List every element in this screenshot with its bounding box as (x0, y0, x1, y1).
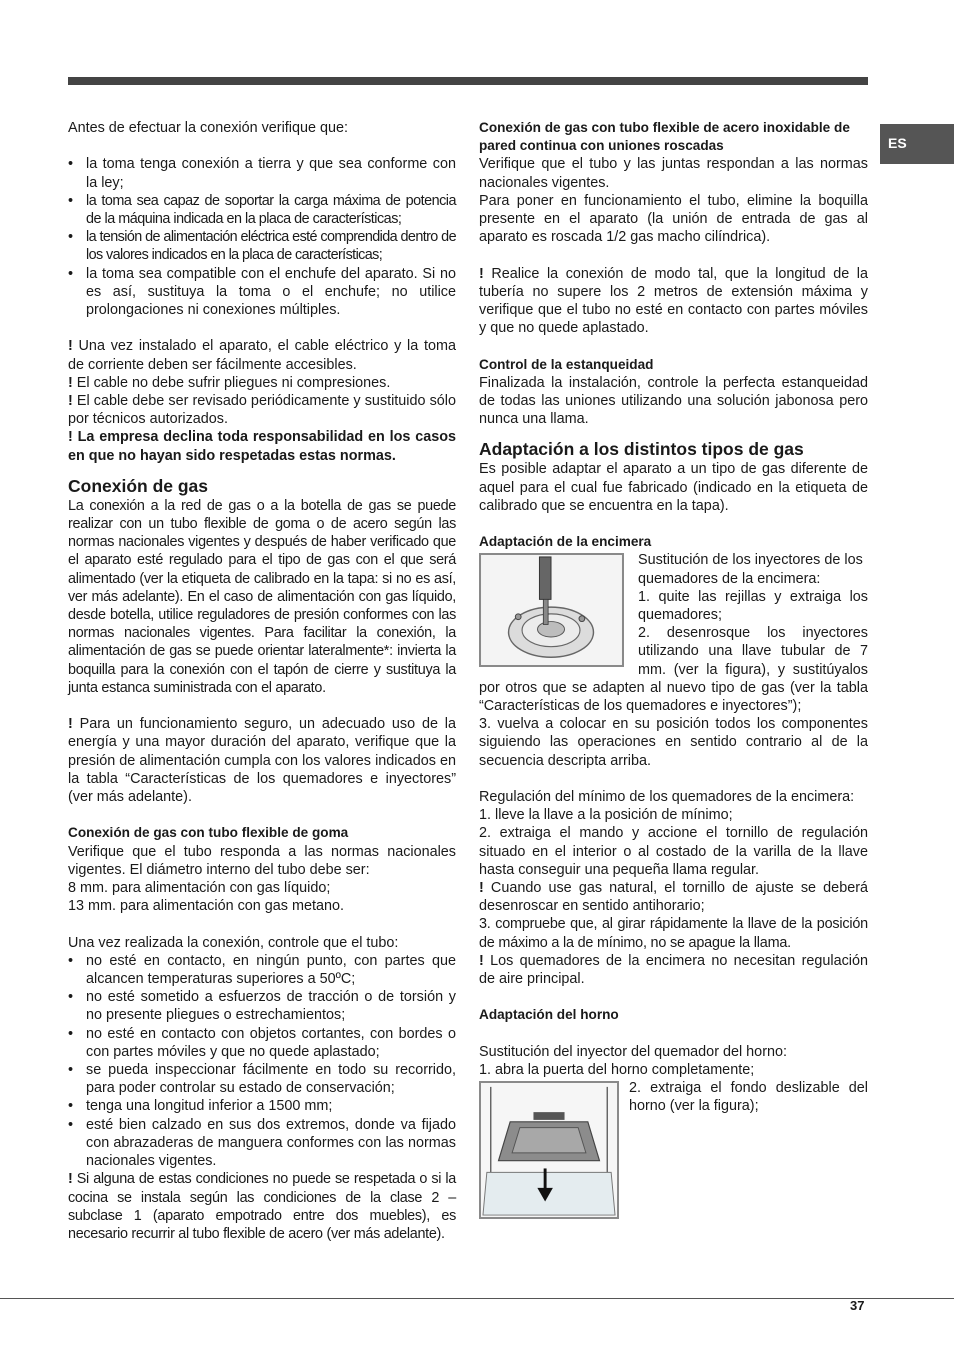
list-item: • no esté sometido a esfuerzos de tracción o de torsión y no presente pliegues o estrechamientos; (68, 988, 456, 1024)
min-step-2: 2. extraiga el mando y accione el tornillo de regulación situado en el interior o al costado de la varilla de la llave hasta conseguir una pequeña llama regular. (479, 825, 868, 878)
list-item: • se pueda inspeccionar fácilmente en todo su recorrido, para poder controlar su estado de conservación; (68, 1061, 456, 1097)
hose-checklist (68, 952, 456, 1170)
intro-text: Antes de efectuar la conexión verifique que: (68, 120, 348, 136)
warning-liability: ! La empresa declina toda responsabilidad en los casos en que no hayan sido respetadas estas normas. (68, 429, 456, 464)
warning-cable-access: ! Una vez instalado el aparato, el cable eléctrico y la toma de corriente deben ser fácilmente accesibles. (68, 338, 456, 373)
electrical-checklist (68, 155, 456, 319)
section-title-gas: Conexión de gas (68, 475, 209, 496)
bottom-rule (0, 1298, 954, 1299)
min-regulation-intro: Regulación del mínimo de los quemadores de la encimera: (479, 789, 855, 806)
warning-cable-bend: ! El cable no debe sufrir pliegues ni compresiones. (68, 374, 391, 391)
oven-step-1: 1. abra la puerta del horno completamente; (479, 1062, 755, 1079)
warning-cable-check: ! El cable debe ser revisado periódicamente y sustituido sólo por técnicos autorizados. (68, 393, 456, 428)
list-item: • tenga una longitud inferior a 1500 mm; (68, 1097, 456, 1115)
hob-adaptation-title: Adaptación de la encimera (479, 534, 652, 550)
gas-connection-text: La conexión a la red de gas o a la botella de gas se puede realizar con un tubo flexible de goma o de acero según las normas nacionales vigentes y después de haber verificado que el aparato esté regulado para el tipo de gas con el que será alimentado (ver la etiqueta de calibrado en la tapa: si no es así, ver más adelante). En el caso de alimentación con gas líquido, desde botella, utilice reguladores de presión conformes con las normas nacionales vigentes. Para facilitar la conexión, la alimentación de gas se puede orientar lateralmente*: invierta la boquilla para la conexión con el tapón de cierre y sustituya la junta estanca suministrada con el aparato. (68, 497, 456, 696)
list-item: • la toma tenga conexión a tierra y que sea conforme con la ley; (68, 155, 456, 191)
steel-hose-text: Verifique que el tubo y las juntas respondan a las normas nacionales vigentes. (479, 156, 868, 191)
hob-step-2: 2. desenrosque los inyectores utilizando una llave tubular de 7 mm. (ver la figura), y sustitúyalos por otros que se adapten al nuevo tipo de gas (ver la tabla “Características de los quemadores e inyectores”); (479, 625, 868, 715)
oven-instructions (479, 1079, 868, 1219)
min-warning-air: ! Los quemadores de la encimera no necesitan regulación de aire principal. (479, 952, 868, 988)
steel-hose-title: Conexión de gas con tubo flexible de acero inoxidable de pared continua con uniones roscadas (479, 120, 850, 154)
oven-tray-arrow-icon (481, 1083, 617, 1217)
list-item: • la toma sea capaz de soportar la carga máxima de potencia de la máquina indicada en la placa de características; (68, 192, 456, 228)
rubber-hose-lpg: 8 mm. para alimentación con gas líquido; (68, 880, 331, 897)
list-item: • la toma sea compatible con el enchufe del aparato. Si no es así, sustituya la toma o el enchufe; no utilice prolongaciones ni conexiones múltiples. (68, 265, 456, 320)
language-tab: ES (880, 124, 954, 164)
steel-hose-nozzle-text: Para poner en funcionamiento el tubo, elimine la boquilla presente en el aparato (la unión de entrada de gas al aparato es roscada 1/2 gas macho cilíndrica). (479, 192, 868, 246)
gas-pressure-warning: ! Para un funcionamiento seguro, un adecuado uso de la energía y una mayor duración del aparato, verifique que la presión de alimentación cumpla con los valores indicados en la tabla “Características de los quemadores e inyectores” (ver más adelante). (68, 716, 456, 806)
hob-instructions (479, 551, 868, 715)
hob-figure-caption: Sustitución de los inyectores de los quemadores de la encimera: (638, 552, 863, 587)
oven-bottom-figure (479, 1081, 619, 1219)
adaptation-text: Es posible adaptar el aparato a un tipo de gas diferente de aquel para el cual fue fabricado (indicado en la etiqueta de calibrado que se encuentra en la tapa). (479, 461, 868, 514)
injector-wrench-figure (479, 553, 624, 667)
seal-check-title: Control de la estanqueidad (479, 356, 654, 372)
left-column (68, 119, 456, 1243)
top-rule (68, 77, 868, 85)
burner-wrench-icon (481, 555, 622, 665)
list-item: • la tensión de alimentación eléctrica esté comprendida dentro de los valores indicados en la placa de características; (68, 228, 456, 264)
steel-hose-warning: ! Realice la conexión de modo tal, que la longitud de la tubería no supere los 2 metros de extensión máxima y verifique que el tubo no esté en contacto con partes móviles y que no quede aplastado. (479, 265, 868, 337)
list-item: • esté bien calzado en sus dos extremos, donde va fijado con abrazaderas de manguera conformes con las normas nacionales vigentes. (68, 1116, 456, 1171)
min-step-3: 3. compruebe que, al girar rápidamente la llave de la posición de máximo a la de mínimo, no se apague la llama. (479, 916, 868, 951)
list-item: • no esté en contacto con objetos cortantes, con bordes o con partes móviles y que no quede aplastado; (68, 1025, 456, 1061)
rubber-hose-text: Verifique que el tubo responda a las normas nacionales vigentes. El diámetro interno del tubo debe ser: (68, 843, 456, 878)
min-warning-natural-gas: ! Cuando use gas natural, el tornillo de ajuste se deberá desenroscar en sentido antihorario; (479, 880, 868, 915)
rubber-hose-methane: 13 mm. para alimentación con gas metano. (68, 898, 344, 915)
seal-check-text: Finalizada la instalación, controle la perfecta estanqueidad de todas las uniones utilizando una solución jabonosa pero nunca una llama. (479, 374, 868, 428)
right-column (479, 119, 868, 1219)
oven-intro: Sustitución del inyector del quemador del horno: (479, 1043, 787, 1060)
rubber-hose-warning: ! Si alguna de estas condiciones no puede se respetada o si la cocina se instala según las condiciones de la clase 2 – subclase 1 (aparato empotrado entre dos muebles), es necesario recurrir al tubo flexible de acero (ver más adelante). (68, 1171, 456, 1242)
rubber-hose-intro: Una vez realizada la conexión, controle que el tubo: (68, 934, 399, 951)
page-number: 37 (850, 1298, 865, 1313)
hob-step-1: 1. quite las rejillas y extraiga los quemadores; (638, 588, 868, 624)
min-step-1: 1. lleve la llave a la posición de mínimo; (479, 807, 733, 824)
oven-step-2: 2. extraiga el fondo deslizable del horno (ver la figura); (629, 1080, 868, 1115)
section-title-adaptation: Adaptación a los distintos tipos de gas (479, 439, 804, 460)
list-item: • no esté en contacto, en ningún punto, con partes que alcancen temperaturas superiores a 50ºC; (68, 952, 456, 988)
hob-step-3: 3. vuelva a colocar en su posición todos los componentes siguiendo las operaciones en sentido contrario al de la secuencia descripta arriba. (479, 716, 868, 769)
oven-adaptation-title: Adaptación del horno (479, 1007, 619, 1023)
rubber-hose-title: Conexión de gas con tubo flexible de goma (68, 825, 349, 841)
